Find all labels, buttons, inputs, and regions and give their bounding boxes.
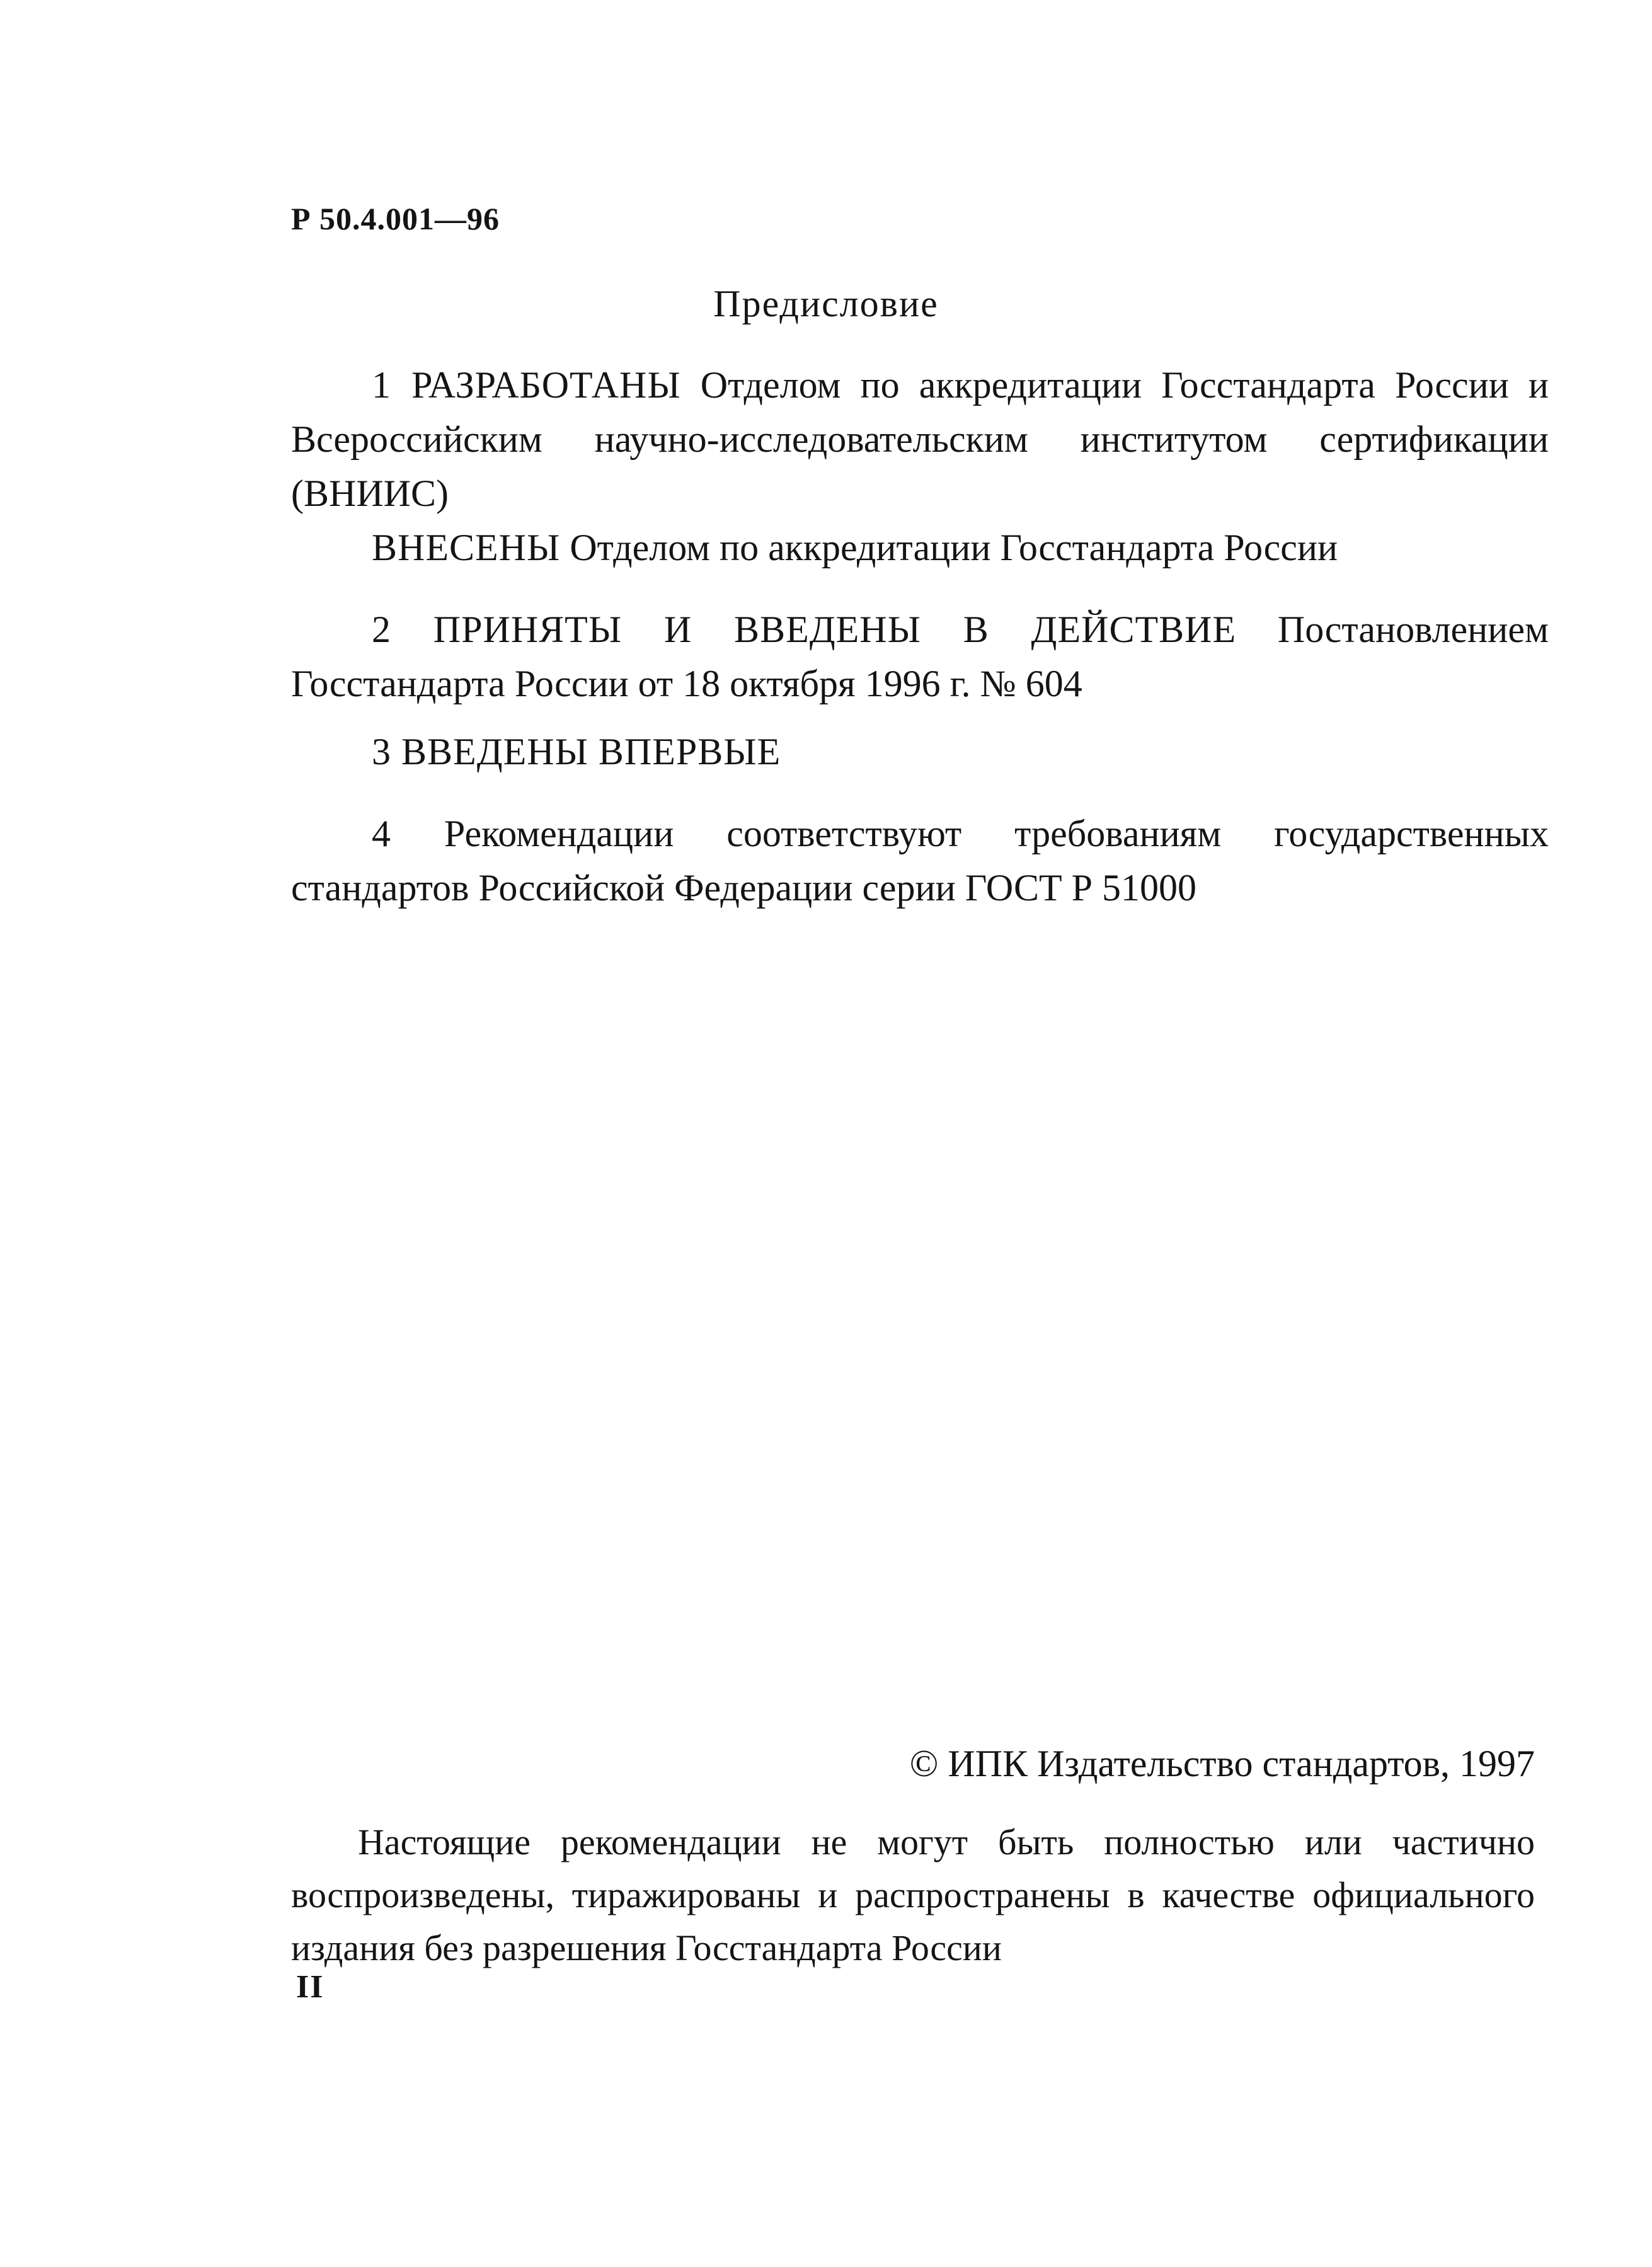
copyright-notice: © ИПК Издательство стандартов, 1997 — [909, 1743, 1535, 1784]
foreword-item-introduced — [291, 520, 1549, 575]
foreword-item-lead: 2 ПРИНЯТЫ И ВВЕДЕНЫ В ДЕЙСТВИЕ — [372, 609, 1237, 650]
document-code: Р 50.4.001—96 — [291, 201, 500, 236]
page-number: II — [296, 1969, 324, 2005]
foreword-item-text: Отделом по аккредитации Госстандарта России — [560, 527, 1338, 568]
foreword-item-developed — [291, 358, 1549, 520]
foreword-item-first-introduced — [291, 725, 1549, 779]
foreword-item-lead: 4 — [372, 813, 391, 854]
foreword-item-adopted — [291, 602, 1549, 711]
foreword-title: Предисловие — [713, 283, 939, 324]
foreword-item-text: Постановлением Госстандарта России от 18 октября 1996 г. № 604 — [291, 609, 1549, 704]
foreword-item-lead: 1 РАЗРАБОТАНЫ — [372, 364, 681, 406]
foreword-item-lead: ВНЕСЕНЫ — [372, 527, 561, 568]
reproduction-notice: Настоящие рекомендации не могут быть полностью или частично воспроизведены, тиражированы и распространены в качестве официального издания без разрешения Госстандарта России — [291, 1822, 1535, 1968]
foreword-item-text: Рекомендации соответствуют требованиям государственных стандартов Российской Федерации серии ГОСТ Р 51000 — [291, 813, 1549, 909]
foreword-item-compliance — [291, 806, 1549, 915]
foreword-item-text: Отделом по аккредитации Госстандарта России и Всероссийским научно-исследовательским институтом сертификации (ВНИИС) — [291, 364, 1549, 514]
foreword-item-lead: 3 ВВЕДЕНЫ ВПЕРВЫЕ — [372, 731, 781, 772]
